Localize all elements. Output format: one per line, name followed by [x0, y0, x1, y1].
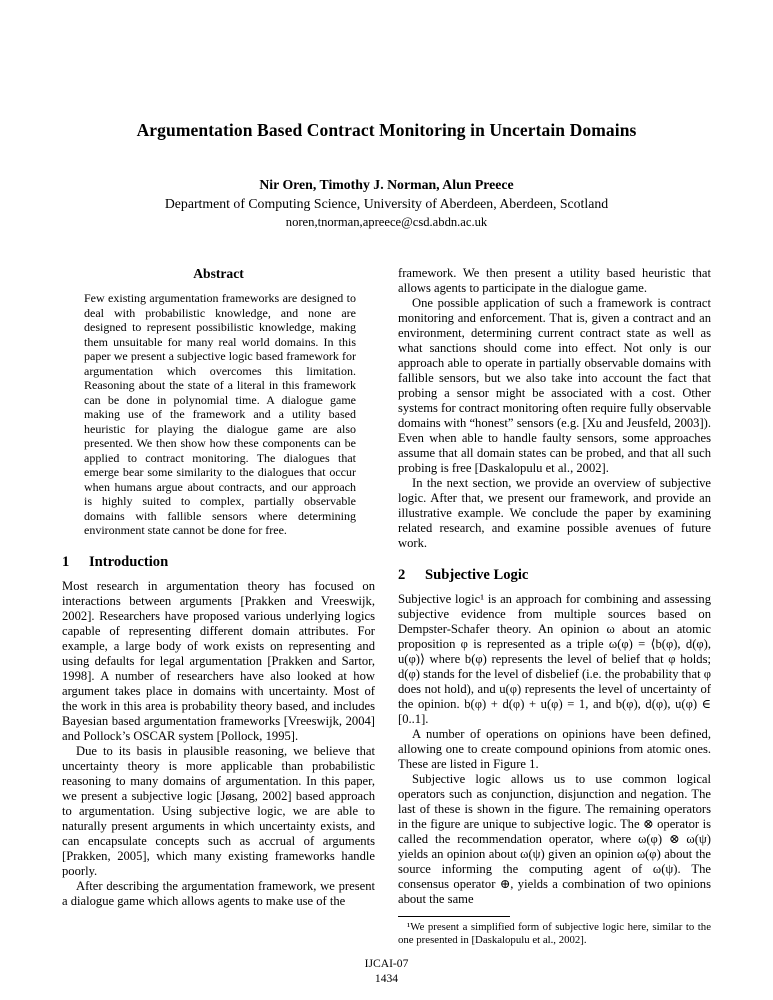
section-heading-introduction — [62, 554, 375, 572]
two-column-body — [0, 266, 773, 948]
section-title: Subjective Logic — [425, 566, 529, 583]
abstract-heading: Abstract — [193, 266, 244, 281]
subjective-logic-paragraph: A number of operations on opinions have been defined, allowing one to create compound opinions from atomic ones. These are listed in Figure 1. — [398, 727, 711, 772]
intro-paragraph: One possible application of such a framework is contract monitoring and enforcement. That is, given a contract and an environment, determining current contract state as well as what sanctions should come into effect. Not only is our approach able to operate in partially observable domains with fallible sensors, but we also take into account the fact that probing a sensor might be associated with a cost. Other systems for contract monitoring often require fully observable domains with “honest” sensors (e.g. [Xu and Jeusfeld, 2003]). Even when able to handle faulty sensors, some approaches assume that all domain states can be probed, and that all such probing is free [Daskalopulu et al., 2002]. — [398, 295, 712, 475]
author-email: noren,tnorman,apreece@csd.abdn.ac.uk — [285, 215, 488, 229]
subjective-logic-paragraph: Subjective logic allows us to use common logical operators such as conjunction, disjunction and negation. The last of these is shown in the figure. The remaining operators in the figure are unique to subjective logic. The ⊗ operator is called the recommendation operator, where ω(φ) ⊗ ω(ψ) yields an opinion about ω(ψ) given an opinion ω(φ) about the source informing the computing agent of ω(ψ). The consensus operator ⊕, yields a combination of two opinions about the same — [398, 772, 711, 906]
footnote-text: ¹We present a simplified form of subjective logic here, similar to the one presented in [Daskalopulu et al., 2002]. — [398, 920, 711, 947]
footnote-divider — [398, 916, 510, 917]
right-column — [398, 266, 711, 948]
section-title: Introduction — [89, 553, 169, 570]
page-footer — [0, 957, 773, 986]
paper-title: Argumentation Based Contract Monitoring in Uncertain Domains — [136, 120, 637, 140]
author-names: Nir Oren, Timothy J. Norman, Alun Preece — [259, 177, 514, 192]
section-number: 1 — [62, 553, 70, 570]
intro-paragraph: Most research in argumentation theory has focused on interactions between arguments [Prakken and Vreeswijk, 2002]. Researchers have proposed various underlying logics capable of representing different domain attributes. For example, a large body of work exists on representing and using defaults for legal argumentation [Prakken and Sartor, 1998]. A number of researchers have also looked at how argument takes place in domains with uncertainty. Most of the work in this area is probability theory based, and includes Bayesian based argumentation frameworks [Vreeswijk, 2004] and Pollock’s OSCAR system [Pollock, 1995]. — [62, 579, 375, 744]
section-number: 2 — [398, 566, 406, 583]
intro-paragraph: Due to its basis in plausible reasoning, we believe that uncertainty theory is more applicable than probabilistic reasoning to many domains of argumentation. In this paper, we present a subjective logic [Jøsang, 2002] based approach to argumentation. Using subjective logic, we are able to naturally present arguments in which uncertainty exists, and can encapsulate concepts such as accrual of arguments [Prakken, 2005], which many existing frameworks handle poorly. — [62, 744, 375, 879]
subjective-logic-paragraph: Subjective logic¹ is an approach for combining and assessing subjective evidence from multiple sources based on Dempster-Schafer theory. An opinion ω about an atomic proposition φ is represented as a triple ω(φ) = ⟨b(φ), d(φ), u(φ)⟩ where b(φ) represents the level of belief that φ holds; d(φ) stands for the level of disbelief (i.e. the probability that φ does not hold), and u(φ) represents the level of uncertainty of the opinion. b(φ) + d(φ) + u(φ) = 1, and b(φ), d(φ), u(φ) ∈ [0..1]. — [398, 592, 711, 727]
abstract-text: Few existing argumentation frameworks are designed to deal with probabilistic knowledge, and none are designed to represent possibilistic knowledge, making them unsuitable for many real world domains. In this paper we present a subjective logic based framework for argumentation which overcomes this limitation. Reasoning about the state of a literal in this framework can be done in polynomial time. A dialogue game making use of the framework and a utility based heuristic for playing the dialogue game are also presented. We then show how these components can be applied to contract monitoring. The dialogues that emerge bear some similarity to the dialogues that occur when humans argue about contracts, and our approach is highly suited to complex, partially observable domains with fallible sensors where determining environment state cannot be done for free. — [84, 291, 356, 538]
conference-label: IJCAI-07 — [364, 957, 409, 971]
author-affiliation: Department of Computing Science, University of Aberdeen, Aberdeen, Scotland — [164, 196, 609, 211]
page-number: 1434 — [374, 971, 399, 985]
paper-header — [0, 0, 773, 230]
intro-paragraph: After describing the argumentation framework, we present a dialogue game which allows agents to make use of the — [62, 879, 375, 909]
section-heading-subjective-logic — [398, 567, 711, 585]
intro-paragraph: framework. We then present a utility based heuristic that allows agents to participate in the dialogue game. — [398, 266, 711, 295]
left-column — [62, 266, 375, 948]
abstract-section — [62, 266, 375, 538]
intro-paragraph: In the next section, we provide an overview of subjective logic. After that, we present our framework, and provide an illustrative example. We conclude the paper by examining related research, and examine possible avenues of future work. — [398, 475, 711, 550]
